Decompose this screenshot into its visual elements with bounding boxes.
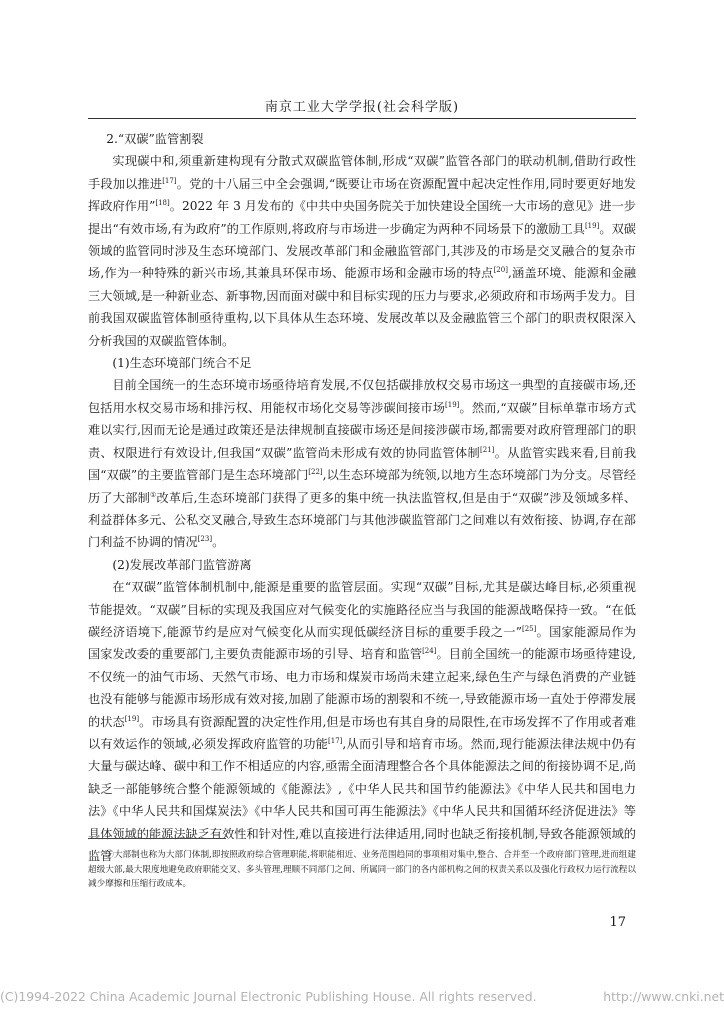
paragraph-text: 在“双碳”监管体制机制中,能源是重要的监管层面。实现“双碳”目标,尤其是碳达峰目标,必须重视节能提效。“双碳”目标的实现及我国应对气候变化的实施路径应当与我国的能源战略保持一致。“在低碳经济语境下,能源节约是应对气候变化从而实现低碳经济目标的重要手段之一”: [88, 580, 636, 639]
copyright-bar: [0, 989, 724, 1004]
paragraph-text: ,涵盖环境、能源和金融三大领域,是一种新业态、新事物,因而面对碳中和目标实现的压力与要求,必须政府和市场两手发力。目前我国双碳监管体制亟待重构,以下具体从生态环境、发展改革以及金融监管三个部门的职责权限深入分析我国的双碳监管体制。: [88, 266, 637, 348]
citation-marker: [24]: [422, 647, 437, 656]
citation-marker: [19]: [124, 714, 140, 723]
paragraph-text: 。市场具有资源配置的决定性作用,但是市场也有其自身的局限性,在市场发挥不了作用或者难以有效运作的领域,必须发挥政府监管的功能: [88, 714, 637, 751]
citation-marker: [17]: [162, 176, 177, 185]
paragraph-text: 目前全国统一的生态环境市场亟待培育发展,不仅包括碳排放权交易市场这一典型的直接碳市场,还包括用水权交易市场和排污权、用能权市场化交易等涉碳间接市场: [88, 378, 636, 415]
paragraph-text: 。党的十八届三中全会强调,“既要让市场在资源配置中起决定性作用,同时要更好地发挥政府作用”: [88, 176, 636, 214]
page-number: 17: [609, 915, 626, 930]
citation-marker: [17]: [328, 736, 343, 745]
paragraph-text: 改革后,生态环境部门获得了更多的集中统一执法监管权,但是由于“双碳”涉及领域多样、利益群体多元、公私交叉融合,导致生态环境部门与其他涉碳监管部门之间难以有效衔接、协调,存在部门利益不协调的情况: [88, 490, 637, 550]
paragraph-text: 。然而,“双碳”目标单靠市场方式难以实行,因而无论是通过政策还是法律规制直接碳市场还是间接涉碳市场,都需要对政府管理部门的职责、权限进行有效设计,但我国“双碳”监管尚未形成有效的协同监管体制: [88, 400, 637, 460]
copyright-notice: (C)1994-2022 China Academic Journal Electronic Publishing House. All rights reserved.: [0, 989, 537, 1004]
citation-marker: [25]: [521, 624, 537, 633]
paragraph-text: ,从而引导和培育市场。然而,现行能源法律法规中仍有大量与碳达峰、碳中和工作不相适应的内容,亟需全面清理整合各个具体能源法之间的衔接协调不足,尚缺乏一部能够统合整个能源领域的《能源法》,《中华人民共和国节约能源法》《中华人民共和国电力法》《中华人民共和国煤炭法》《中华人民共和国可再生能源法》《中华人民共和国循环经济促进法》等具体领域的能源法缺乏有效性和针对性,难以直接进行法律适用,同时也缺乏衔接机制,导致各能源领域的监管: [88, 736, 637, 863]
paragraph-text: 。从监管实践来看,目前我国“双碳”的主要监管部门是生态环境部门: [88, 445, 637, 483]
journal-header-title: 南京工业大学学报(社会科学版): [264, 100, 460, 115]
subheading-ecology: [88, 352, 636, 374]
footnote-rule: [88, 838, 226, 839]
paragraph-text: 。双碳领域的监管同时涉及生态环境部门、发展改革部门和金融监管部门,其涉及的市场是交叉融合的复杂市场,作为一种特殊的新兴市场,其兼具环保市场、能源市场和金融市场的特点: [88, 221, 636, 281]
footnote: ①大部制也称为大部门体制,即按照政府综合管理职能,将职能相近、业务范围趋同的事项相对集中,整合、合并至一个政府部门管理,进而组建超级大部,最大限度地避免政府职能交叉、多头管理,理顺不同部门之间、所属同一部门的各内部机构之间的权责关系以及强化行政权力运行流程以减少摩擦和压缩行政成本。: [88, 850, 636, 889]
paragraph-text: (1)生态环境部门统合不足: [112, 356, 252, 371]
paragraph-text: (2)发展改革部门监管游离: [112, 557, 252, 572]
paragraph-3: [88, 576, 636, 867]
paragraph-text: 。: [212, 535, 225, 550]
paragraph-text: ,以生态环境部为统领,以地方生态环境部门为分支。尽管经历了大部制: [88, 468, 636, 505]
article-body: [88, 128, 636, 867]
paragraph-text: 。目前全国统一的能源市场亟待建设,不仅统一的油气市场、天然气市场、电力市场和煤炭市场尚未建立起来,绿色生产与绿色消费的产业链也没有能够与能源市场形成有效对接,加剧了能源市场的割裂和不统一,导致能源市场一直处于停滞发展的状态: [88, 647, 637, 729]
citation-marker: ①: [149, 490, 157, 499]
citation-marker: [22]: [308, 468, 323, 477]
section-heading: 2.“双碳”监管割裂: [106, 132, 204, 146]
citation-marker: [23]: [197, 535, 213, 544]
cnki-link[interactable]: http://www.cnki.net: [603, 989, 724, 1004]
citation-marker: [19]: [445, 400, 460, 409]
paragraph-text: 实现碳中和,须重新建构现有分散式双碳监管体制,形成“双碳”监管各部门的联动机制,借助行政性手段加以推进: [88, 154, 636, 191]
citation-marker: [21]: [480, 445, 495, 454]
citation-marker: [20]: [493, 266, 508, 275]
paragraph-text: 。国家能源局作为国家发改委的重要部门,主要负责能源市场的引导、培育和监管: [88, 624, 637, 662]
citation-marker: [18]: [155, 199, 170, 208]
citation-marker: [19]: [584, 221, 600, 230]
paragraph-2: [88, 374, 636, 553]
paragraph-text: 。2022 年 3 月发布的《中共中央国务院关于加快建设全国统一大市场的意见》进一步提出“有效市场,有为政府”的工作原则,将政府与市场进一步确定为两种不同场景下的激励工具: [88, 199, 636, 236]
paragraph-1: [88, 150, 636, 352]
header-rule: [88, 118, 636, 119]
subheading-development-reform: [88, 554, 636, 576]
